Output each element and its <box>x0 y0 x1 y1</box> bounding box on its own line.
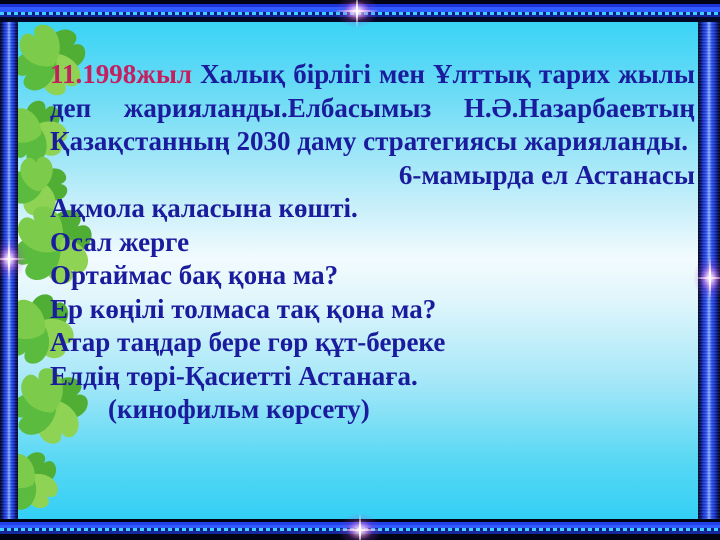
year-label: 11.1998жыл <box>50 59 193 89</box>
border-bar-bottom <box>0 519 720 540</box>
border-bar-right <box>698 22 720 519</box>
poem-line: Осал жерге <box>50 226 190 257</box>
stage-direction-line: (кинофильм көрсету) <box>108 394 370 424</box>
poem-line: Атар таңдар бере гөр құт-береке <box>50 327 446 357</box>
slide-text <box>50 58 695 427</box>
poem-line: Елдің төрі-Қасиетті Астанаға. <box>50 360 418 391</box>
paragraph-line <box>50 58 695 92</box>
paragraph-line-text: Халық бірлігі мен Ұлттық тарих жылы <box>200 59 695 89</box>
border-bar-left <box>0 22 18 519</box>
border-bar-top <box>0 0 720 22</box>
paragraph-line: деп жарияланды.Елбасымыз Н.Ә.Назарбаевтың <box>50 92 695 123</box>
poem-line: Ортаймас бақ қона ма? <box>50 260 339 290</box>
paragraph-line: 6-мамырда ел Астанасы <box>398 159 695 190</box>
paragraph-line: Ақмола қаласына көшті. <box>50 193 358 223</box>
poem-line: Ер көңілі толмаса тақ қона ма? <box>50 293 437 324</box>
paragraph-line: Қазақстанның 2030 даму стратегиясы жарияланды. <box>50 126 688 156</box>
